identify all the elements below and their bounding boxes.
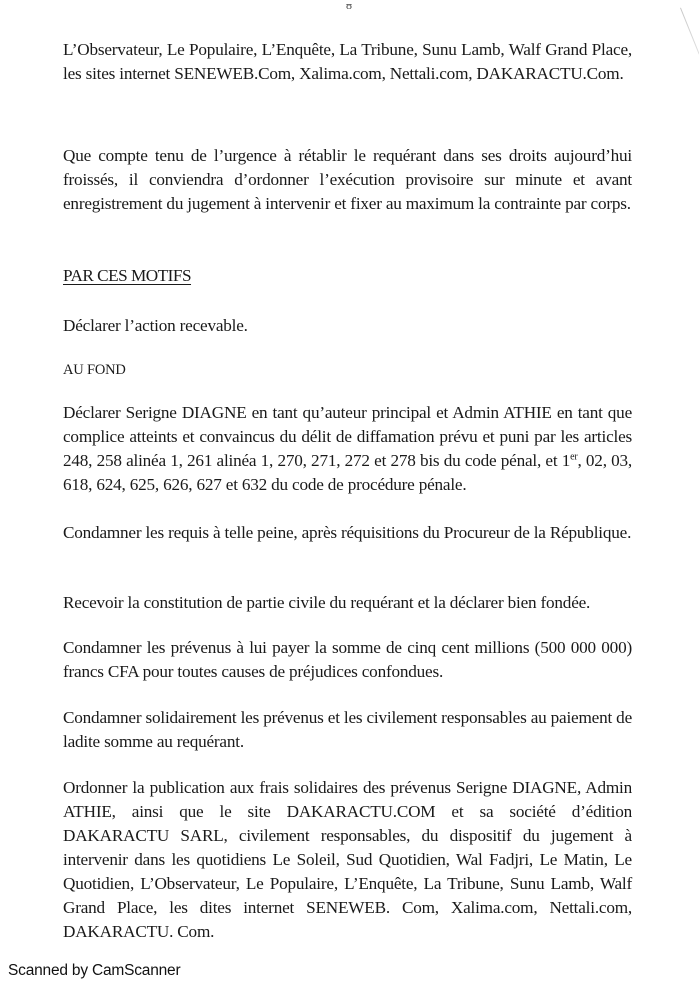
paragraph-partie-civile: Recevoir la constitution de partie civile du requérant et la déclarer bien fondée. — [63, 593, 591, 612]
paragraph-media-list: L’Observateur, Le Populaire, L’Enquête, La Tribune, Sunu Lamb, Walf Grand Place, les sites internet SENEWEB.Com, Xalima.com, Nettali.com, DAKARACTU.Com. — [63, 40, 632, 83]
paragraph-declarer-coupables — [63, 401, 632, 497]
superscript-er: er — [570, 451, 578, 463]
heading-par-ces-motifs: PAR CES MOTIFS — [63, 266, 192, 285]
paragraph-condamner-solidairement: Condamner solidairement les prévenus et les civilement responsables au paiement de ladite somme au requérant. — [63, 708, 632, 751]
page-number-mark: ʊ — [346, 0, 353, 12]
camscanner-watermark: Scanned by CamScanner — [8, 962, 181, 979]
heading-au-fond: AU FOND — [63, 362, 126, 378]
paragraph-condamner-peine: Condamner les requis à telle peine, après réquisitions du Procureur de la République. — [63, 523, 632, 542]
paragraph-condamner-somme: Condamner les prévenus à lui payer la somme de cinq cent millions (500 000 000) francs CFA pour toutes causes de préjudices confondues. — [63, 638, 632, 681]
paragraph-ordonner-publication: Ordonner la publication aux frais solidaires des prévenus Serigne DIAGNE, Admin ATHIE, ainsi que le site DAKARACTU.COM et sa société d’édition DAKARACTU SARL, civilement responsables, du dispositif du jugement à intervenir dans les quotidiens Le Soleil, Sud Quotidien, Wal Fadjri, Le Matin, Le Quotidien, L’Observateur, Le Populaire, L’Enquête, La Tribune, Sunu Lamb, Walf Grand Place, les dites internet SENEWEB. Com, Xalima.com, Nettali.com, DAKARACTU. Com. — [63, 778, 632, 941]
paragraph-action-recevable: Déclarer l’action recevable. — [63, 316, 248, 335]
paragraph-declarer-part1: Déclarer Serigne DIAGNE en tant qu’auteur principal et Admin ATHIE en tant que complice atteints et convaincus du délit de diffamation prévu et puni par les articles 248, 258 alinéa 1, 261 alinéa 1, 270, 271, 272 et 278 bis du code pénal, et 1 — [63, 403, 632, 470]
paragraph-declarer-part2: , 02, 03, 618, 624, 625, 626, 627 et 632 du code de procédure pénale. — [63, 451, 632, 494]
paragraph-provisional-execution: Que compte tenu de l’urgence à rétablir le requérant dans ses droits aujourd’hui froissés, il conviendra d’ordonner l’exécution provisoire sur minute et avant enregistrement du jugement à intervenir et fixer au maximum la contrainte par corps. — [63, 146, 632, 213]
scan-edge-line — [680, 8, 699, 55]
